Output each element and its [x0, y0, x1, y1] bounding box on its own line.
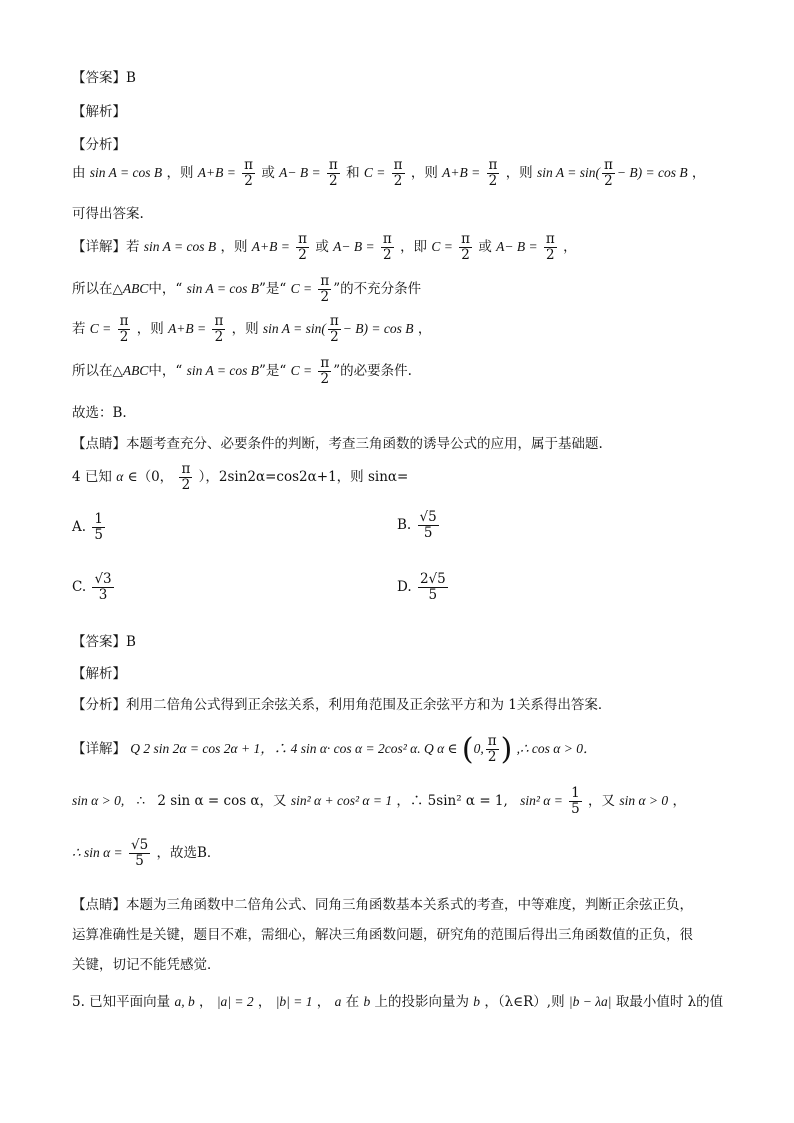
- fraction: $\frac{√5}{5}$: [130, 837, 149, 869]
- fraction: $\frac{1}{5}$: [94, 511, 103, 543]
- fraction: $\frac{2√5}{5}$: [419, 571, 446, 603]
- fraction: $\frac{\pi}{2}$: [545, 231, 555, 263]
- fraction: $\frac{\pi}{2}$: [487, 733, 497, 765]
- analysis-label: 【解析】: [72, 104, 126, 120]
- option-b: B. $\frac{√5}{5}$: [397, 509, 437, 541]
- answer-label: 【答案】B: [72, 70, 136, 86]
- fraction: $\frac{\pi}{2}$: [328, 157, 338, 189]
- comment-2-line-3: 关键，切记不能凭感觉．: [72, 957, 221, 973]
- fraction: $\frac{\pi}{2}$: [603, 157, 613, 189]
- fraction: $\frac{√5}{5}$: [419, 509, 437, 541]
- answer-label-2: 【答案】B: [72, 634, 136, 650]
- comment-line: 【点睛】本题考查充分、必要条件的判断，考查三角函数的诱导公式的应用，属于基础题.: [72, 436, 603, 452]
- fraction: $\frac{\pi}{2}$: [320, 273, 330, 305]
- detail-2-line-2: sin α > 0, ∴ 2 sin α = cos α，又 sin² α + cos² α = 1 ，∴ 5sin² α = 1, sin² α = $\frac{1}{5}$ ，又 sin α > 0 ，: [72, 785, 686, 817]
- detail-2-line-1: 【详解】 Q 2 sin 2α = cos 2α + 1，∴ 4 sin α· cos α = 2cos² α. Q α ∈ (0, $\frac{\pi}{2}$ ) ,∴ cos α > 0．: [72, 732, 597, 767]
- detail-2-line-3: ∴ sin α = $\frac{√5}{5}$ ，故选B．: [72, 837, 221, 869]
- analysis-line-1: 由 sin A = cos B ，则 A+B = $\frac{\pi}{2}$ 或 A− B = $\frac{\pi}{2}$ 和 C = $\frac{\pi}{2}$ ，则 A+B = $\frac{\pi}{2}$ ，则 sin A = sin( $\frac{\pi}{2}$ − B) = cos B ，: [72, 157, 706, 189]
- comment-2-line-1: 【点睛】本题为三角函数中二倍角公式、同角三角函数基本关系式的考查，中等难度，判断正余弦正负，: [72, 897, 693, 913]
- fraction: $\frac{\pi}{2}$: [488, 157, 498, 189]
- fraction: $\frac{1}{5}$: [571, 785, 580, 817]
- detail-line-3: 若 C = $\frac{\pi}{2}$ ，则 A+B = $\frac{\pi}{2}$ ，则 sin A = sin( $\frac{\pi}{2}$ − B) = cos B ，: [72, 313, 432, 345]
- choice-line: 故选：B.: [72, 405, 127, 421]
- analysis-line-2: 可得出答案.: [72, 206, 144, 222]
- fraction: $\frac{\pi}{2}$: [461, 231, 471, 263]
- fraction: $\frac{\pi}{2}$: [119, 313, 129, 345]
- fraction: $\frac{\pi}{2}$: [329, 313, 339, 345]
- analysis-text-2: 【分析】利用二倍角公式得到正余弦关系，利用角范围及正余弦平方和为 1关系得出答案．: [72, 697, 612, 713]
- detail-line-1: 【详解】若 sin A = cos B ，则 A+B = $\frac{\pi}{2}$ 或 A− B = $\frac{\pi}{2}$ ，即 C = $\frac{\pi}{2}$ 或 A− B = $\frac{\pi}{2}$ ，: [72, 231, 577, 263]
- detail-line-2: 所以在△ABC中，“ sin A = cos B”是“ C = $\frac{\pi}{2}$ ”的不充分条件: [72, 273, 422, 305]
- fraction: $\frac{\pi}{2}$: [214, 313, 224, 345]
- option-a: A. $\frac{1}{5}$: [72, 511, 103, 543]
- fraction: $\frac{√3}{3}$: [94, 571, 112, 603]
- fenxi-label: 【分析】: [72, 137, 126, 153]
- question-4: 4 已知 α ∈（0， $\frac{\pi}{2}$ ），2sin2α=cos2α+1，则 sinα=: [72, 461, 409, 493]
- fraction: $\frac{\pi}{2}$: [181, 461, 191, 493]
- fraction: $\frac{\pi}{2}$: [298, 231, 308, 263]
- option-d: D. $\frac{2√5}{5}$: [397, 571, 446, 603]
- detail-line-4: 所以在△ABC中，“ sin A = cos B”是“ C = $\frac{\pi}{2}$ ”的必要条件.: [72, 355, 412, 387]
- fraction: $\frac{\pi}{2}$: [244, 157, 254, 189]
- comment-2-line-2: 运算准确性是关键，题目不难，需细心，解决三角函数问题，研究角的范围后得出三角函数值的正负，很: [72, 927, 693, 943]
- fraction: $\frac{\pi}{2}$: [393, 157, 403, 189]
- option-c: C. $\frac{√3}{3}$: [72, 571, 112, 603]
- analysis-label-2: 【解析】: [72, 666, 126, 682]
- fraction: $\frac{\pi}{2}$: [320, 355, 330, 387]
- fraction: $\frac{\pi}{2}$: [382, 231, 392, 263]
- question-5: 5. 已知平面向量 a, b ， |a| = 2 ， |b| = 1 ， a 在 b 上的投影向量为 b ，（λ∈R）,则 |b − λa| 取最小值时 λ的值: [72, 994, 724, 1010]
